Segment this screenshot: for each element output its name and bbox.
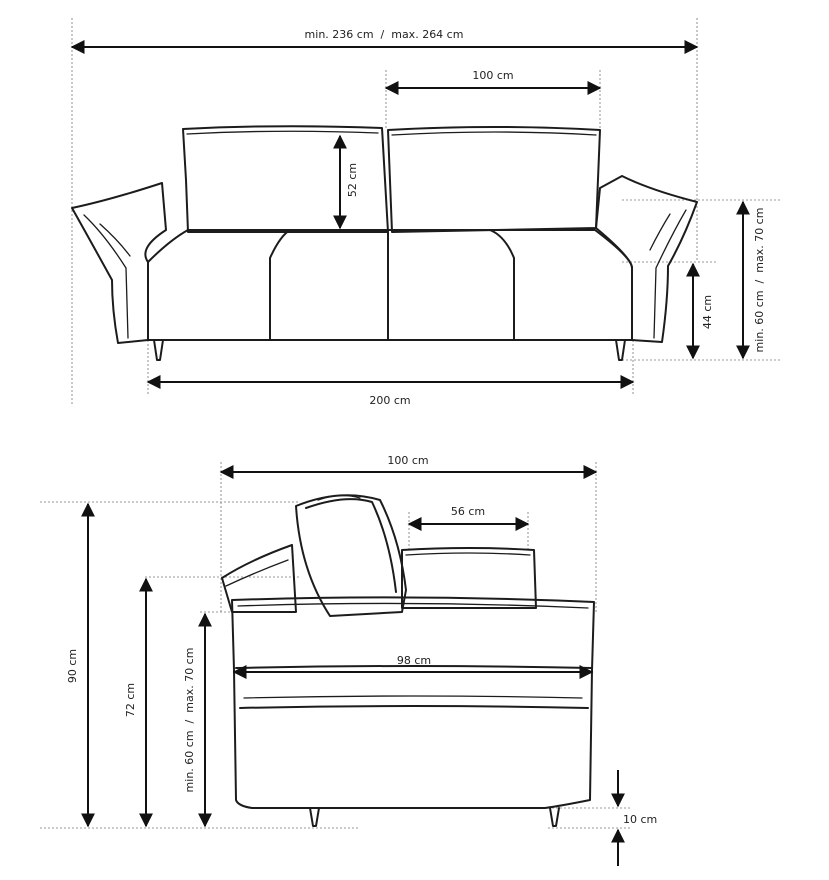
front-cushion-height-label: 52 cm	[346, 162, 359, 198]
front-sofa-outline	[72, 126, 697, 360]
side-seat-depth-label: 56 cm	[450, 505, 486, 518]
side-back-height-label: 72 cm	[124, 682, 137, 718]
side-leg-height-label: 10 cm	[623, 813, 658, 826]
front-cushion-width-label: 100 cm	[472, 69, 514, 82]
side-guide-lines	[40, 462, 630, 828]
front-arm-height-label: min. 60 cm / max. 70 cm	[753, 207, 766, 353]
front-overall-width-label: min. 236 cm / max. 264 cm	[304, 28, 464, 41]
front-guide-lines	[72, 18, 780, 405]
side-depth-label: 100 cm	[387, 454, 429, 467]
front-view	[72, 18, 780, 407]
side-inner-width-label: 98 cm	[396, 654, 432, 667]
side-total-height-label: 90 cm	[66, 648, 79, 684]
front-seat-height-label: 44 cm	[701, 294, 714, 330]
front-seat-width-label: 200 cm	[369, 394, 411, 407]
side-view	[40, 454, 657, 866]
side-arm-height-label: min. 60 cm / max. 70 cm	[183, 647, 196, 793]
